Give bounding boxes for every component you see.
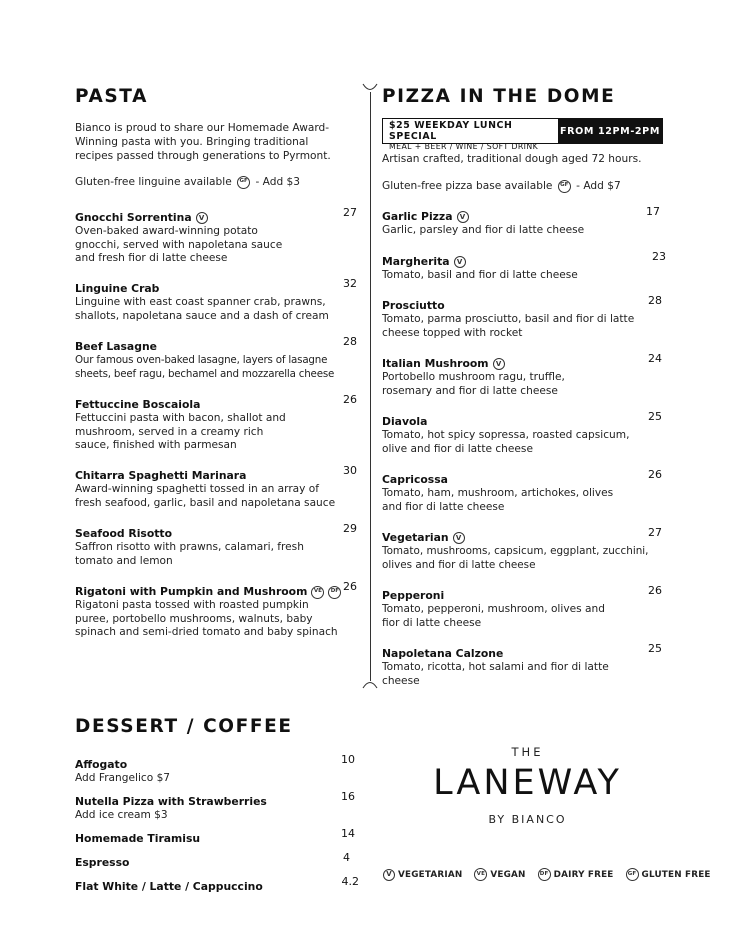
item-name: Linguine Crab bbox=[75, 282, 160, 295]
menu-item-napoletana-calzone bbox=[382, 642, 662, 688]
dairy-free-icon: DF bbox=[538, 868, 551, 881]
column-divider bbox=[370, 92, 371, 681]
item-name: Affogato bbox=[75, 758, 128, 771]
item-name: Seafood Risotto bbox=[75, 527, 173, 540]
menu-item-vegetarian bbox=[382, 526, 662, 572]
item-description: Oven-baked award-winning potato gnocchi, served with napoletana sauce and fresh fior di latte cheese bbox=[75, 225, 283, 264]
menu-item-affogato bbox=[75, 753, 355, 786]
vegetarian-icon: V bbox=[383, 869, 395, 881]
dairy-free-icon: DF bbox=[328, 586, 341, 599]
menu-item-garlic-pizza bbox=[382, 205, 660, 238]
legend-gluten-free bbox=[626, 868, 711, 881]
menu-item-linguine-crab bbox=[75, 277, 357, 323]
logo-the: THE bbox=[511, 745, 544, 759]
lunch-special-details bbox=[383, 119, 558, 151]
item-name: Nutella Pizza with Strawberries bbox=[75, 795, 267, 808]
item-name: Homemade Tiramisu bbox=[75, 832, 201, 845]
item-name: Beef Lasagne bbox=[75, 340, 157, 353]
pizza-gf-note-text: Gluten-free pizza base available bbox=[382, 180, 553, 192]
item-price: 16 bbox=[341, 790, 355, 803]
legend-dairy-free-label: DAIRY FREE bbox=[553, 869, 614, 880]
item-description: Tomato, hot spicy sopressa, roasted capsicum, olive and fior di latte cheese bbox=[382, 429, 630, 455]
item-description: Saffron risotto with prawns, calamari, fresh tomato and lemon bbox=[75, 541, 304, 567]
item-price: 10 bbox=[341, 753, 355, 766]
item-name: Garlic Pizza bbox=[382, 210, 453, 223]
menu-item-gnocchi-sorrentina bbox=[75, 206, 357, 266]
divider-bottom-ornament bbox=[362, 677, 378, 689]
legend-vegan bbox=[474, 868, 525, 881]
menu-item-italian-mushroom bbox=[382, 352, 662, 398]
item-name: Capricossa bbox=[382, 473, 448, 486]
lunch-special-subtitle: MEAL + BEER / WINE / SOFT DRINK bbox=[389, 142, 539, 151]
pasta-intro: Bianco is proud to share our Homemade Award-Winning pasta with you. Bringing traditional recipes passed through generations to Pyrmont. bbox=[75, 122, 331, 162]
item-price: 4.2 bbox=[341, 875, 359, 888]
legend-vegetarian-label: VEGETARIAN bbox=[398, 869, 463, 880]
menu-item-prosciutto bbox=[382, 294, 662, 340]
item-name: Italian Mushroom bbox=[382, 357, 489, 370]
item-description: Linguine with east coast spanner crab, prawns, shallots, napoletana sauce and a dash of cream bbox=[75, 296, 329, 322]
item-name: Fettuccine Boscaiola bbox=[75, 398, 201, 411]
menu-item-margherita bbox=[382, 250, 666, 283]
item-name: Prosciutto bbox=[382, 299, 445, 312]
item-name: Margherita bbox=[382, 255, 450, 268]
item-price: 32 bbox=[343, 277, 357, 290]
laneway-logo bbox=[400, 745, 655, 826]
legend-vegan-label: VEGAN bbox=[490, 869, 526, 880]
item-title bbox=[75, 585, 341, 599]
item-price: 26 bbox=[343, 580, 357, 593]
item-name: Chitarra Spaghetti Marinara bbox=[75, 469, 247, 482]
item-price: 30 bbox=[343, 464, 357, 477]
item-description: Tomato, pepperoni, mushroom, olives and fior di latte cheese bbox=[382, 603, 605, 629]
legend-gluten-free-label: GLUTEN FREE bbox=[641, 869, 711, 880]
item-title bbox=[382, 357, 505, 371]
item-description: Our famous oven-baked lasagne, layers of lasagne sheets, beef ragu, bechamel and mozzarella cheese bbox=[75, 354, 335, 380]
item-name: Flat White / Latte / Cappuccino bbox=[75, 880, 263, 893]
lunch-special-title: $25 WEEKDAY LUNCH SPECIAL bbox=[389, 120, 513, 142]
item-price: 25 bbox=[648, 642, 662, 655]
lunch-special-banner bbox=[382, 118, 663, 151]
pasta-gf-note-price: - Add $3 bbox=[255, 176, 301, 188]
item-description: Portobello mushroom ragu, truffle, rosemary and fior di latte cheese bbox=[382, 371, 565, 397]
item-price: 26 bbox=[648, 468, 662, 481]
item-price: 28 bbox=[343, 335, 357, 348]
legend-vegetarian bbox=[383, 869, 462, 881]
item-price: 26 bbox=[648, 584, 662, 597]
pizza-heading: PIZZA IN THE DOME bbox=[382, 86, 616, 107]
vegetarian-icon: V bbox=[454, 256, 466, 268]
item-price: 29 bbox=[343, 522, 357, 535]
legend-dairy-free bbox=[538, 868, 614, 881]
item-name: Gnocchi Sorrentina bbox=[75, 211, 192, 224]
vegetarian-icon: V bbox=[457, 211, 469, 223]
item-price: 28 bbox=[648, 294, 662, 307]
menu-item-rigatoni-pumpkin-mushroom bbox=[75, 580, 357, 640]
menu-item-diavola bbox=[382, 410, 662, 456]
item-description: Tomato, mushrooms, capsicum, eggplant, zucchini, olives and fior di latte cheese bbox=[382, 545, 649, 571]
gluten-free-icon: GF bbox=[237, 176, 250, 189]
item-name: Napoletana Calzone bbox=[382, 647, 504, 660]
vegetarian-icon: V bbox=[453, 532, 465, 544]
vegetarian-icon: V bbox=[196, 212, 208, 224]
logo-wordmark: LANEWAY bbox=[433, 763, 622, 803]
item-name: Diavola bbox=[382, 415, 428, 428]
item-description: Tomato, parma prosciutto, basil and fior di latte cheese topped with rocket bbox=[382, 313, 635, 339]
item-price: 27 bbox=[648, 526, 662, 539]
vegetarian-icon: V bbox=[493, 358, 505, 370]
vegan-icon: VE bbox=[311, 586, 324, 599]
item-title bbox=[382, 255, 466, 269]
menu-item-capricossa bbox=[382, 468, 662, 514]
item-title bbox=[382, 210, 469, 224]
pasta-heading: PASTA bbox=[75, 86, 149, 107]
menu-item-seafood-risotto bbox=[75, 522, 357, 568]
gluten-free-icon: GF bbox=[626, 868, 639, 881]
item-description: Tomato, ricotta, hot salami and fior di latte cheese bbox=[382, 661, 609, 687]
lunch-special-time: FROM 12PM-2PM bbox=[558, 119, 662, 143]
item-price: 26 bbox=[343, 393, 357, 406]
menu-item-fettuccine-boscaiola bbox=[75, 393, 357, 453]
item-description: Rigatoni pasta tossed with roasted pumpkin puree, portobello mushrooms, walnuts, baby spinach and semi-dried tomato and baby spinach bbox=[75, 599, 338, 638]
menu-item-flat-white-latte-cappuccino bbox=[75, 875, 359, 894]
menu-item-beef-lasagne bbox=[75, 335, 357, 381]
item-description: Tomato, ham, mushroom, artichokes, olives and fior di latte cheese bbox=[382, 487, 614, 513]
item-description: Fettuccini pasta with bacon, shallot and mushroom, served in a creamy rich sauce, finished with parmesan bbox=[75, 412, 286, 451]
item-description: Add Frangelico $7 bbox=[75, 772, 171, 784]
dessert-heading: DESSERT / COFFEE bbox=[75, 716, 293, 737]
item-description: Garlic, parsley and fior di latte cheese bbox=[382, 224, 585, 236]
item-description: Add ice cream $3 bbox=[75, 809, 168, 821]
item-name: Pepperoni bbox=[382, 589, 445, 602]
menu-item-espresso bbox=[75, 851, 355, 870]
item-price: 27 bbox=[343, 206, 357, 219]
item-price: 25 bbox=[648, 410, 662, 423]
menu-item-pepperoni bbox=[382, 584, 662, 630]
gluten-free-icon: GF bbox=[558, 180, 571, 193]
logo-by-bianco: BY BIANCO bbox=[488, 813, 567, 826]
pasta-gf-note-text: Gluten-free linguine available bbox=[75, 176, 232, 188]
item-description: Tomato, basil and fior di latte cheese bbox=[382, 269, 578, 281]
item-price: 24 bbox=[648, 352, 662, 365]
item-title bbox=[382, 531, 465, 545]
menu-item-nutella-pizza bbox=[75, 790, 355, 823]
pasta-gf-note bbox=[75, 175, 347, 189]
vegan-icon: VE bbox=[474, 868, 487, 881]
item-price: 17 bbox=[646, 205, 660, 218]
item-name: Rigatoni with Pumpkin and Mushroom bbox=[75, 585, 308, 598]
item-description: Award-winning spaghetti tossed in an array of fresh seafood, garlic, basil and napoletana sauce bbox=[75, 483, 336, 509]
item-name: Espresso bbox=[75, 856, 130, 869]
pizza-intro: Artisan crafted, traditional dough aged 72 hours. bbox=[382, 153, 642, 165]
menu-item-chitarra-spaghetti-marinara bbox=[75, 464, 357, 510]
item-title bbox=[75, 211, 208, 225]
pizza-gf-note bbox=[382, 179, 662, 193]
item-name: Vegetarian bbox=[382, 531, 449, 544]
item-price: 23 bbox=[652, 250, 666, 263]
item-price: 4 bbox=[343, 851, 350, 864]
menu-item-homemade-tiramisu bbox=[75, 827, 355, 846]
item-price: 14 bbox=[341, 827, 355, 840]
dietary-legend bbox=[383, 868, 711, 881]
pizza-gf-note-price: - Add $7 bbox=[576, 180, 621, 192]
